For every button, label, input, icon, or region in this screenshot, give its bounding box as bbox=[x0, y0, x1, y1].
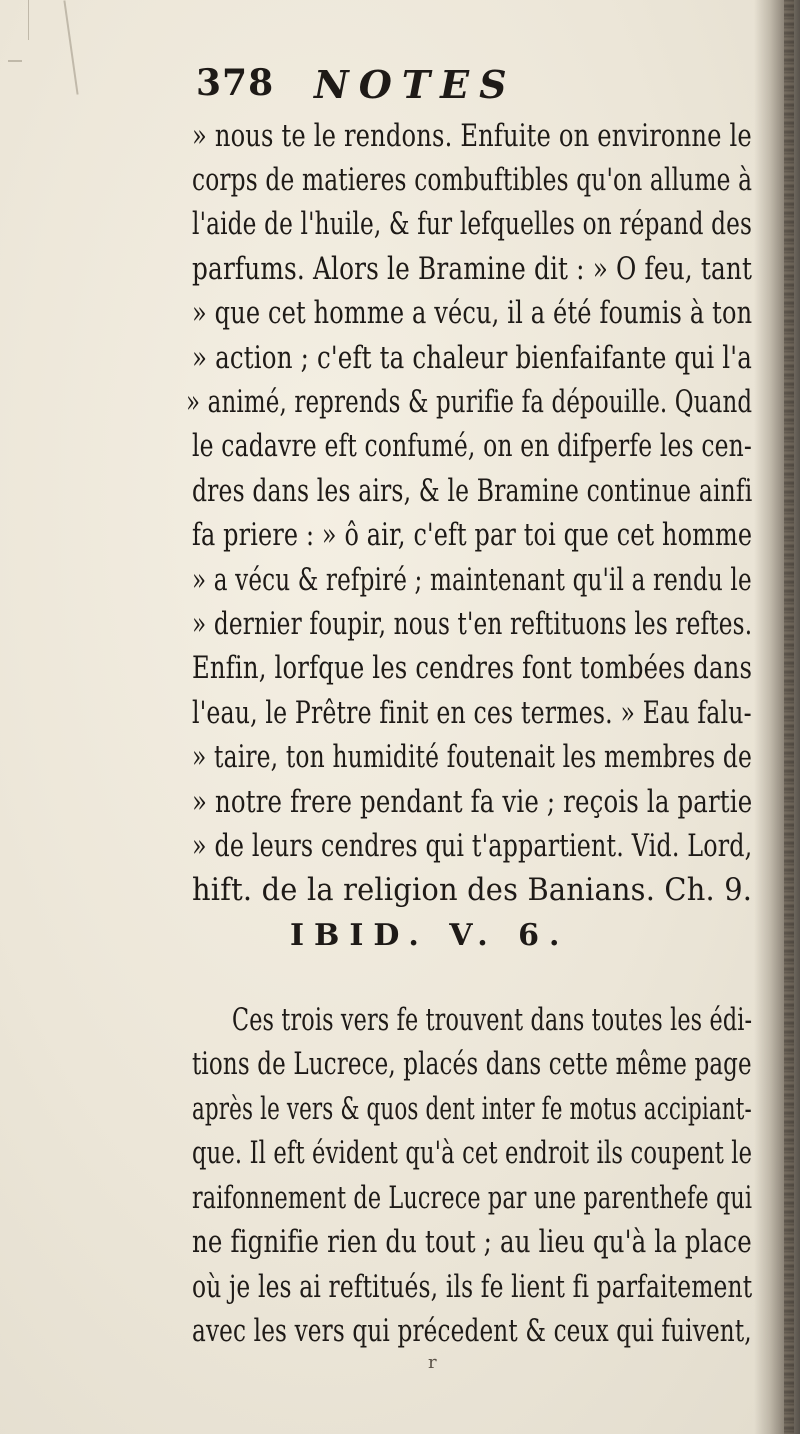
text-line: » de leurs cendres qui t'appartient. Vid. Lord, bbox=[192, 828, 753, 864]
text-line: » dernier foupir, nous t'en reftituons les reftes. bbox=[192, 606, 753, 642]
text-line: dres dans les airs, & le Bramine continue ainfi bbox=[192, 473, 753, 509]
margin-stain bbox=[63, 0, 78, 94]
text-line: Enfin, lorfque les cendres font tombées dans bbox=[192, 650, 753, 686]
text-line: où je les ai reftitués, ils fe lient fi parfaitement bbox=[192, 1269, 753, 1305]
text-line: » que cet homme a vécu, il a été foumis à ton bbox=[192, 295, 753, 331]
text-line: que. Il eft évident qu'à cet endroit ils coupent le bbox=[192, 1135, 753, 1171]
section-heading: IBID. V. 6. bbox=[290, 918, 570, 953]
text-line: » taire, ton humidité foutenait les membres de bbox=[192, 739, 753, 775]
margin-stain bbox=[28, 0, 29, 40]
text-line: fa priere : » ô air, c'eft par toi que cet homme bbox=[192, 517, 753, 553]
running-title: NOTES bbox=[314, 62, 517, 107]
text-line: avec les vers qui précedent & ceux qui fuivent, bbox=[192, 1313, 752, 1349]
text-line: corps de matieres combuftibles qu'on allume à bbox=[192, 162, 753, 198]
text-line: hift. de la religion des Banians. Ch. 9. bbox=[192, 872, 753, 908]
text-line: parfums. Alors le Bramine dit : » O feu, tant bbox=[192, 251, 753, 287]
text-line: Ces trois vers fe trouvent dans toutes les édi- bbox=[232, 1002, 753, 1038]
text-line: tions de Lucrece, placés dans cette même page bbox=[192, 1046, 752, 1082]
text-line: l'aide de l'huile, & fur lefquelles on répand des bbox=[192, 206, 753, 242]
page-number: 378 bbox=[196, 62, 275, 104]
text-line: l'eau, le Prêtre finit en ces termes. » Eau falu- bbox=[192, 695, 752, 731]
text-line: » nous te le rendons. Enfuite on environne le bbox=[192, 118, 752, 154]
text-line: » animé, reprends & purifie fa dépouille. Quand bbox=[186, 384, 753, 420]
text-line: » action ; c'eft ta chaleur bienfaifante qui l'a bbox=[192, 340, 752, 376]
text-line: » a vécu & refpiré ; maintenant qu'il a rendu le bbox=[192, 562, 752, 598]
page-header bbox=[196, 62, 716, 110]
text-line: ne fignifie rien du tout ; au lieu qu'à la place bbox=[192, 1224, 752, 1260]
margin-stain bbox=[8, 60, 22, 62]
text-line: raifonnement de Lucrece par une parenthefe qui bbox=[192, 1180, 753, 1216]
text-line: après le vers & quos dent inter fe motus accipiant- bbox=[192, 1091, 752, 1127]
binding-edge bbox=[784, 0, 794, 1434]
signature-mark: r bbox=[428, 1352, 437, 1373]
text-line: le cadavre eft confumé, on en difperfe les cen- bbox=[192, 428, 753, 464]
text-line: » notre frere pendant fa vie ; reçois la partie bbox=[192, 784, 753, 820]
